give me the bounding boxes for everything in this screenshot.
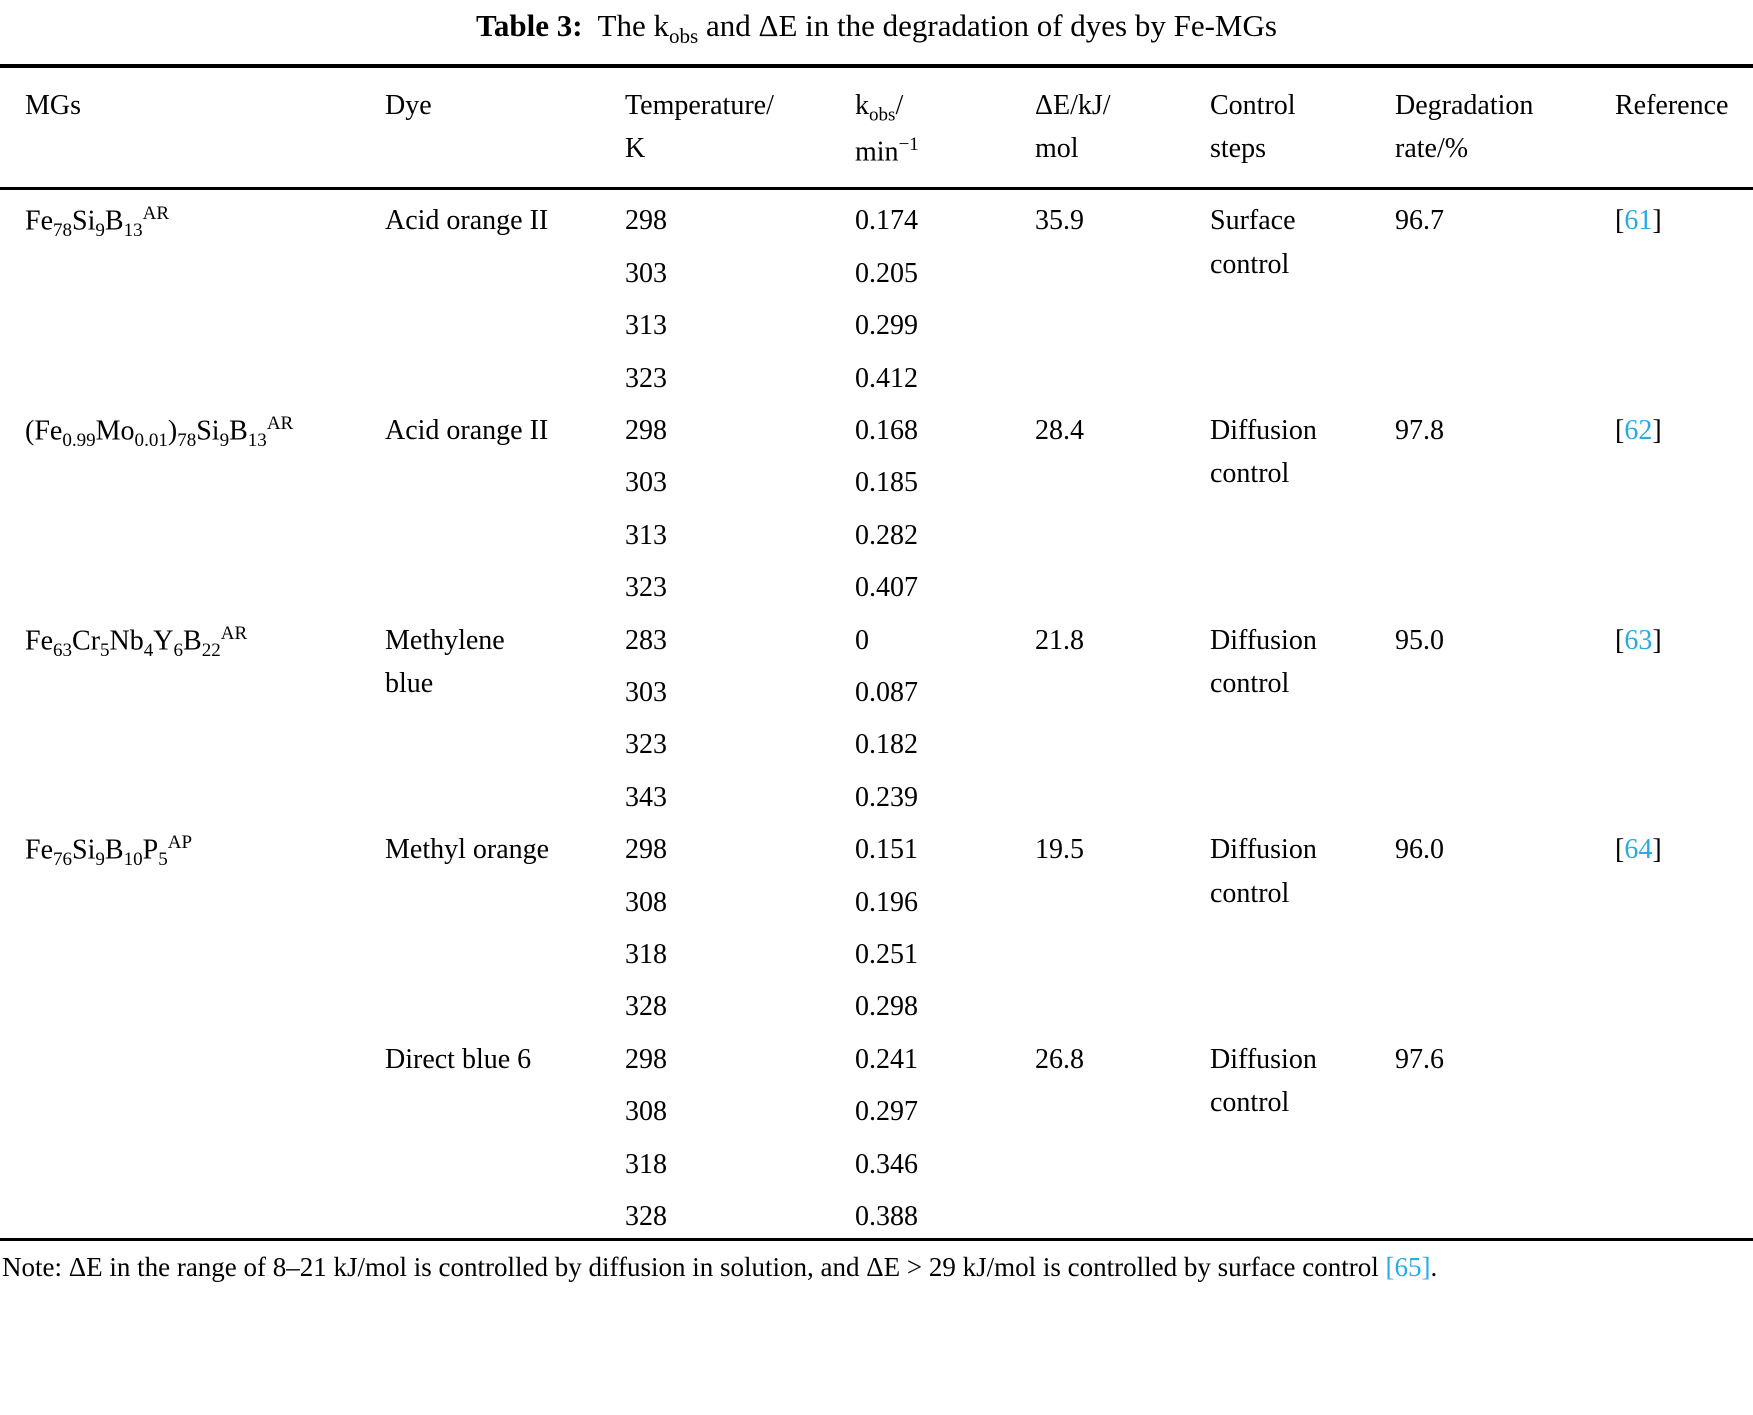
- kobs-value: 0.241: [855, 1043, 918, 1075]
- reference-number: 61: [1624, 205, 1653, 237]
- column-header-degradation-rate: Degradation rate/%: [1370, 66, 1590, 189]
- column-header-reference: Reference: [1590, 66, 1753, 189]
- kobs-value: 0.282: [855, 519, 918, 551]
- kobs-value: 0.407: [855, 572, 918, 604]
- temperature-value: 298: [625, 415, 667, 447]
- temperature-value: 343: [625, 781, 667, 813]
- temperature-value: 298: [625, 205, 667, 237]
- kobs-value: 0.087: [855, 676, 918, 708]
- table-header: [0, 66, 1753, 189]
- kobs-value: 0.239: [855, 781, 918, 813]
- delta-e-value: 21.8: [1035, 624, 1084, 656]
- note-reference-link[interactable]: [65]: [1385, 1252, 1431, 1283]
- table-note: [0, 1241, 1753, 1285]
- reference-open-bracket: [: [1615, 205, 1625, 237]
- reference-number: 63: [1624, 624, 1653, 656]
- kobs-value: 0.196: [855, 886, 918, 918]
- reference-close-bracket: ]: [1652, 834, 1662, 866]
- kobs-value: 0.297: [855, 1096, 918, 1128]
- delta-e-value: 19.5: [1035, 834, 1084, 866]
- kobs-value: 0.185: [855, 467, 918, 499]
- reference-open-bracket: [: [1615, 624, 1625, 656]
- reference-cell: [1590, 610, 1753, 820]
- degradation-rate-value: 96.7: [1395, 205, 1444, 237]
- temperature-value: 283: [625, 624, 667, 656]
- kobs-value: 0.388: [855, 1200, 918, 1232]
- column-header-control-steps: Control steps: [1185, 66, 1370, 189]
- kobs-value: 0.299: [855, 310, 918, 342]
- mg-formula: $Fe_{78}Si_9B_{13}^{AR}$: [25, 203, 170, 242]
- reference-close-bracket: ]: [1652, 205, 1662, 237]
- reference-cell: [1590, 819, 1753, 1029]
- note-text: Note: ΔE in the range of 8–21 kJ/mol is controlled by diffusion in solution, and ΔE > 29 kJ/mol is controlled by surface control: [2, 1252, 1386, 1283]
- reference-link[interactable]: [1615, 205, 1662, 236]
- kobs-value: 0.168: [855, 415, 918, 447]
- kobs-value: 0: [855, 624, 869, 656]
- mg-formula: $Fe_{76}Si_9B_{10}P_5^{AP}$: [25, 832, 193, 871]
- degradation-rate-value: 95.0: [1395, 624, 1444, 656]
- column-header-kobs: $k_{obs}/$ $\min^{-1}$: [830, 66, 1010, 189]
- reference-open-bracket: [: [1615, 415, 1625, 447]
- table-row: [0, 819, 1753, 871]
- temperature-value: 323: [625, 362, 667, 394]
- temperature-value: 303: [625, 257, 667, 289]
- temperature-value: 313: [625, 519, 667, 551]
- column-header-temperature: Temperature/ K: [600, 66, 830, 189]
- kobs-value: 0.251: [855, 938, 918, 970]
- reference-open-bracket: [: [1615, 834, 1625, 866]
- degradation-table: [0, 64, 1753, 1242]
- column-header-delta-e: ΔE/kJ/ mol: [1010, 66, 1185, 189]
- table-row: [0, 189, 1753, 243]
- page-title: Table 3: The $k_{obs}$ and ΔE in the degradation of dyes by Fe-MGs: [476, 8, 1277, 49]
- temperature-value: 318: [625, 938, 667, 970]
- temperature-value: 308: [625, 886, 667, 918]
- column-header-dye: Dye: [360, 66, 600, 189]
- reference-link[interactable]: [1615, 415, 1662, 446]
- delta-e-value: 28.4: [1035, 415, 1084, 447]
- temperature-value: 303: [625, 676, 667, 708]
- reference-cell: [1590, 400, 1753, 610]
- temperature-value: 328: [625, 991, 667, 1023]
- kobs-value: 0.346: [855, 1148, 918, 1180]
- kobs-value: 0.151: [855, 834, 918, 866]
- table-row: [0, 610, 1753, 662]
- reference-number: 64: [1624, 834, 1653, 866]
- note-suffix: .: [1430, 1252, 1438, 1283]
- kobs-value: 0.298: [855, 991, 918, 1023]
- temperature-value: 298: [625, 834, 667, 866]
- temperature-value: 328: [625, 1200, 667, 1232]
- reference-link[interactable]: [1615, 625, 1662, 656]
- kobs-value: 0.205: [855, 257, 918, 289]
- control-steps-value: Diffusion control: [1210, 834, 1317, 909]
- temperature-value: 323: [625, 572, 667, 604]
- mg-formula: $Fe_{63}Cr_5Nb_4Y_6B_{22}^{AR}$: [25, 622, 248, 661]
- reference-close-bracket: ]: [1652, 624, 1662, 656]
- degradation-rate-value: 96.0: [1395, 834, 1444, 866]
- temperature-value: 298: [625, 1043, 667, 1075]
- dye-name: Methylene blue: [385, 624, 505, 699]
- control-steps-value: Surface control: [1210, 205, 1296, 280]
- kobs-value: 0.182: [855, 729, 918, 761]
- reference-number: 62: [1624, 415, 1653, 447]
- temperature-value: 323: [625, 729, 667, 761]
- kobs-value: 0.174: [855, 205, 918, 237]
- temperature-value: 303: [625, 467, 667, 499]
- degradation-rate-value: 97.6: [1395, 1043, 1444, 1075]
- dye-name: Acid orange II: [385, 415, 549, 447]
- control-steps-value: Diffusion control: [1210, 415, 1317, 490]
- dye-name: Direct blue 6: [385, 1043, 532, 1075]
- control-steps-value: Diffusion control: [1210, 624, 1317, 699]
- control-steps-value: Diffusion control: [1210, 1043, 1317, 1119]
- table-body: [0, 189, 1753, 1240]
- dye-name: Methyl orange: [385, 834, 550, 866]
- column-header-mgs: MGs: [0, 66, 360, 189]
- temperature-value: 308: [625, 1096, 667, 1128]
- mg-formula: $(Fe_{0.99}Mo_{0.01})_{78}Si_9B_{13}^{AR}$: [25, 413, 294, 451]
- delta-e-value: 35.9: [1035, 205, 1084, 237]
- reference-link[interactable]: [1615, 834, 1662, 865]
- reference-close-bracket: ]: [1652, 415, 1662, 447]
- kobs-value: 0.412: [855, 362, 918, 394]
- table-row: [0, 400, 1753, 452]
- temperature-value: 318: [625, 1148, 667, 1180]
- delta-e-value: 26.8: [1035, 1043, 1084, 1075]
- reference-cell: [1590, 189, 1753, 400]
- dye-name: Acid orange II: [385, 205, 549, 237]
- reference-cell: [1590, 1029, 1753, 1240]
- degradation-rate-value: 97.8: [1395, 415, 1444, 447]
- temperature-value: 313: [625, 310, 667, 342]
- header-row: [0, 66, 1753, 189]
